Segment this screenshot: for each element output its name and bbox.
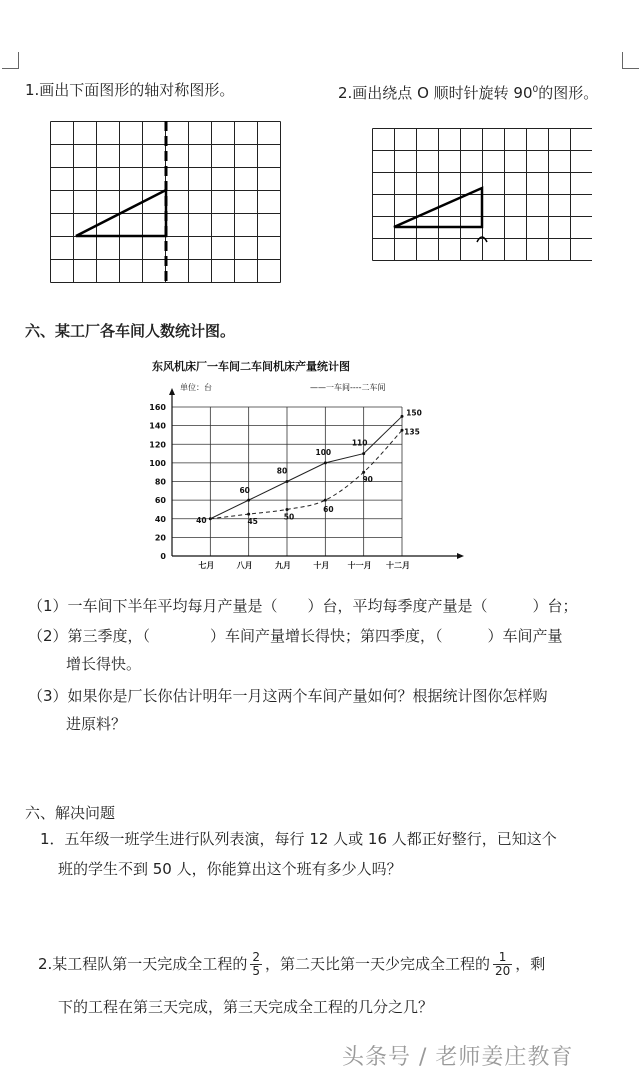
data-label: 60 — [239, 486, 250, 496]
fraction-numerator: 1 — [493, 951, 512, 965]
series-line-1 — [210, 416, 402, 518]
chart-title: 东风机床厂一车间二车间机床产量统计图 — [152, 360, 350, 373]
data-point — [286, 480, 289, 483]
problem-2-line2: 下的工程在第三天完成，第三天完成全工程的几分之几？ — [58, 998, 434, 1016]
watermark: 头条号 / 老师姜庄教育 — [342, 1045, 574, 1070]
x-axis-arrow — [457, 553, 464, 559]
section-heading-problems: 六、解决问题 — [25, 804, 116, 822]
fraction-denominator: 5 — [252, 964, 260, 978]
x-tick-label: 十一月 — [347, 561, 372, 570]
fraction-two-fifths — [250, 951, 262, 978]
problem-1-line2: 班的学生不到 50 人，你能算出这个班有多少人吗？ — [58, 860, 402, 878]
y-tick-label: 120 — [149, 440, 166, 450]
problem-1-line1: 1．五年级一班学生进行队列表演，每行 12 人或 16 人都正好整行，已知这个 — [40, 830, 557, 848]
fraction-denominator: 20 — [494, 964, 511, 978]
data-point — [247, 499, 250, 502]
fraction-one-twentieth — [493, 951, 512, 978]
question-2-prefix: 2.画出绕点 O 顺时针旋转 90 — [338, 84, 533, 102]
line-chart — [140, 350, 470, 575]
data-point — [401, 415, 404, 418]
chart-question-3-line2: 进原料？ — [66, 715, 127, 733]
problem-2-text-b: ，第二天比第一天少完成全工程的 — [264, 955, 490, 973]
chart-question-1: （1）一车间下半年平均每月产量是（ ）台，平均每季度产量是（ ）台； — [28, 597, 578, 615]
data-point — [362, 452, 365, 455]
data-point — [247, 513, 250, 516]
data-point — [324, 461, 327, 464]
data-label: 40 — [196, 515, 207, 525]
data-label: 110 — [351, 438, 368, 448]
fraction-numerator: 2 — [252, 950, 260, 964]
question-1-text: 1.画出下面图形的轴对称图形。 — [25, 81, 235, 99]
grid-1-symmetry — [50, 121, 290, 283]
data-label: 45 — [247, 517, 258, 527]
chart-unit-label: 单位：台 — [180, 383, 212, 392]
page-corner-mark-left — [2, 52, 19, 69]
chart-question-3-line1: （3）如果你是厂长你估计明年一月这两个车间产量如何？根据统计图你怎样购 — [28, 687, 548, 705]
data-label: 80 — [276, 466, 288, 476]
data-point — [401, 429, 404, 432]
question-2-text — [338, 80, 598, 103]
problem-2-text-c: ，剩 — [515, 955, 546, 973]
x-tick-label: 十月 — [313, 561, 330, 570]
chart-legend: ——一车间----二车间 — [310, 383, 386, 392]
chart-question-2-line1: （2）第三季度，（ ）车间产量增长得快；第四季度，（ ）车间产量 — [28, 627, 563, 645]
y-tick-label: 40 — [154, 514, 166, 524]
series-line-2 — [210, 430, 402, 518]
y-tick-label: 0 — [160, 552, 166, 561]
x-tick-label: 七月 — [198, 561, 215, 570]
section-heading-chart: 六、某工厂各车间人数统计图。 — [25, 322, 236, 340]
chart-question-2-line2: 增长得快。 — [66, 655, 142, 673]
data-label: 100 — [315, 447, 332, 457]
problem-2-line1 — [38, 946, 545, 982]
data-point — [362, 471, 365, 474]
data-label: 150 — [406, 408, 422, 418]
data-point — [286, 508, 289, 511]
data-point — [324, 499, 327, 502]
grid-2-rotation — [372, 128, 592, 268]
x-tick-label: 十二月 — [386, 561, 410, 570]
degree-superscript: 0 — [532, 85, 539, 95]
problem-2-text-a: 2.某工程队第一天完成全工程的 — [38, 955, 248, 973]
y-tick-label: 160 — [149, 403, 166, 412]
y-tick-label: 100 — [149, 458, 166, 468]
question-2-suffix: 的图形。 — [538, 84, 599, 102]
y-tick-label: 60 — [154, 496, 166, 506]
x-tick-label: 九月 — [275, 561, 291, 570]
y-tick-label: 20 — [154, 533, 166, 543]
data-label: 135 — [404, 427, 420, 437]
y-tick-label: 80 — [154, 477, 166, 487]
data-label: 60 — [323, 505, 334, 515]
y-axis-arrow — [169, 388, 175, 395]
x-tick-label: 八月 — [236, 561, 253, 570]
page-corner-mark-right — [622, 52, 639, 69]
data-label: 90 — [362, 475, 373, 485]
y-tick-label: 140 — [149, 421, 166, 431]
data-label: 50 — [283, 512, 295, 522]
